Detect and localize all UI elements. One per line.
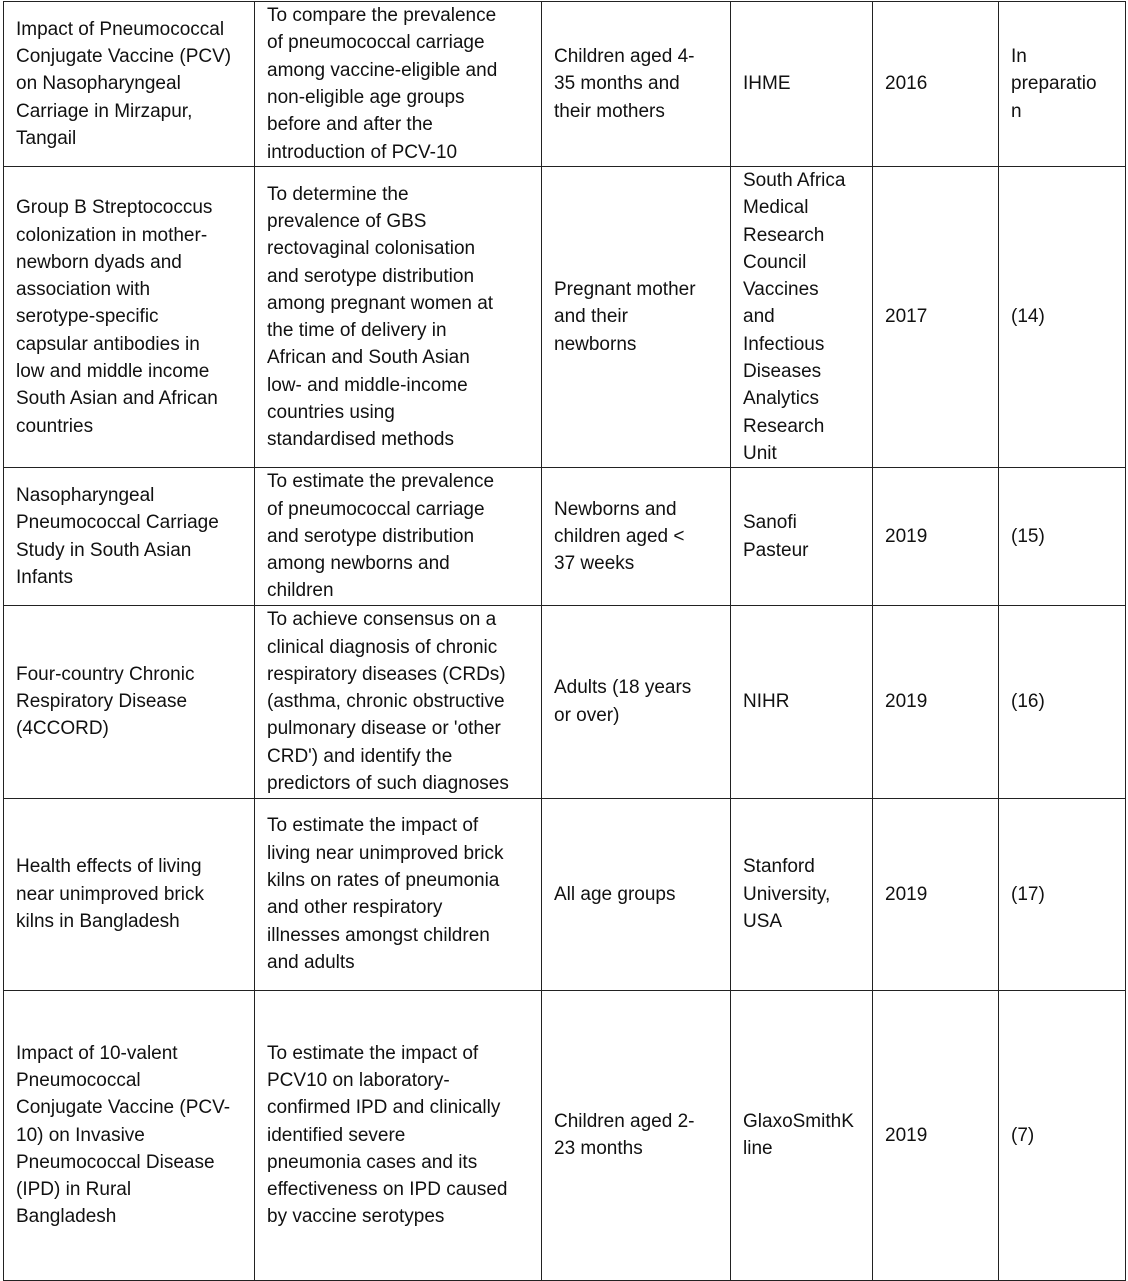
study-reference-cell: In preparatio n — [999, 2, 1126, 167]
study-funder-cell: Sanofi Pasteur — [731, 468, 873, 605]
study-population-cell: Children aged 4- 35 months and their mothers — [542, 2, 731, 167]
study-funder-cell: Stanford University, USA — [731, 798, 873, 990]
study-reference-cell: (14) — [999, 167, 1126, 468]
study-reference-cell: (7) — [999, 990, 1126, 1280]
study-objective-cell: To determine the prevalence of GBS rectovaginal colonisation and serotype distribution among pregnant women at the time of delivery in African and South Asian low- and middle-income countries using standardised methods — [255, 167, 542, 468]
study-title-cell: Nasopharyngeal Pneumococcal Carriage Study in South Asian Infants — [4, 468, 255, 605]
study-population-cell: Adults (18 years or over) — [542, 605, 731, 798]
study-objective-cell: To estimate the impact of living near unimproved brick kilns on rates of pneumonia and other respiratory illnesses amongst children and adults — [255, 798, 542, 990]
study-reference-cell: (17) — [999, 798, 1126, 990]
study-funder-cell: GlaxoSmithK line — [731, 990, 873, 1280]
study-objective-cell: To compare the prevalence of pneumococcal carriage among vaccine-eligible and non-eligible age groups before and after the introduction of PCV-10 — [255, 2, 542, 167]
study-objective-cell: To achieve consensus on a clinical diagnosis of chronic respiratory diseases (CRDs) (asthma, chronic obstructive pulmonary disease or 'other CRD') and identify the predictors of such diagnoses — [255, 605, 542, 798]
study-population-cell: Pregnant mother and their newborns — [542, 167, 731, 468]
table-row — [4, 990, 1126, 1280]
study-reference-cell: (16) — [999, 605, 1126, 798]
table-row — [4, 2, 1126, 167]
study-title-cell: Group B Streptococcus colonization in mother- newborn dyads and association with serotype-specific capsular antibodies in low and middle income South Asian and African countries — [4, 167, 255, 468]
study-title-cell: Impact of 10-valent Pneumococcal Conjugate Vaccine (PCV- 10) on Invasive Pneumococcal Disease (IPD) in Rural Bangladesh — [4, 990, 255, 1280]
study-title-cell: Four-country Chronic Respiratory Disease (4CCORD) — [4, 605, 255, 798]
table-row — [4, 605, 1126, 798]
study-title-cell: Impact of Pneumococcal Conjugate Vaccine (PCV) on Nasopharyngeal Carriage in Mirzapur, Tangail — [4, 2, 255, 167]
study-year-cell: 2017 — [873, 167, 999, 468]
study-year-cell: 2019 — [873, 468, 999, 605]
study-title-cell: Health effects of living near unimproved brick kilns in Bangladesh — [4, 798, 255, 990]
studies-table — [3, 1, 1126, 1281]
study-funder-cell: IHME — [731, 2, 873, 167]
study-objective-cell: To estimate the prevalence of pneumococcal carriage and serotype distribution among newborns and children — [255, 468, 542, 605]
study-population-cell: Newborns and children aged < 37 weeks — [542, 468, 731, 605]
study-year-cell: 2019 — [873, 605, 999, 798]
study-population-cell: All age groups — [542, 798, 731, 990]
table-row — [4, 468, 1126, 605]
study-year-cell: 2019 — [873, 990, 999, 1280]
study-funder-cell: NIHR — [731, 605, 873, 798]
table-row — [4, 798, 1126, 990]
study-reference-cell: (15) — [999, 468, 1126, 605]
table-row — [4, 167, 1126, 468]
study-objective-cell: To estimate the impact of PCV10 on laboratory- confirmed IPD and clinically identified severe pneumonia cases and its effectiveness on IPD caused by vaccine serotypes — [255, 990, 542, 1280]
study-year-cell: 2016 — [873, 2, 999, 167]
study-population-cell: Children aged 2- 23 months — [542, 990, 731, 1280]
study-funder-cell: South Africa Medical Research Council Vaccines and Infectious Diseases Analytics Research Unit — [731, 167, 873, 468]
study-year-cell: 2019 — [873, 798, 999, 990]
